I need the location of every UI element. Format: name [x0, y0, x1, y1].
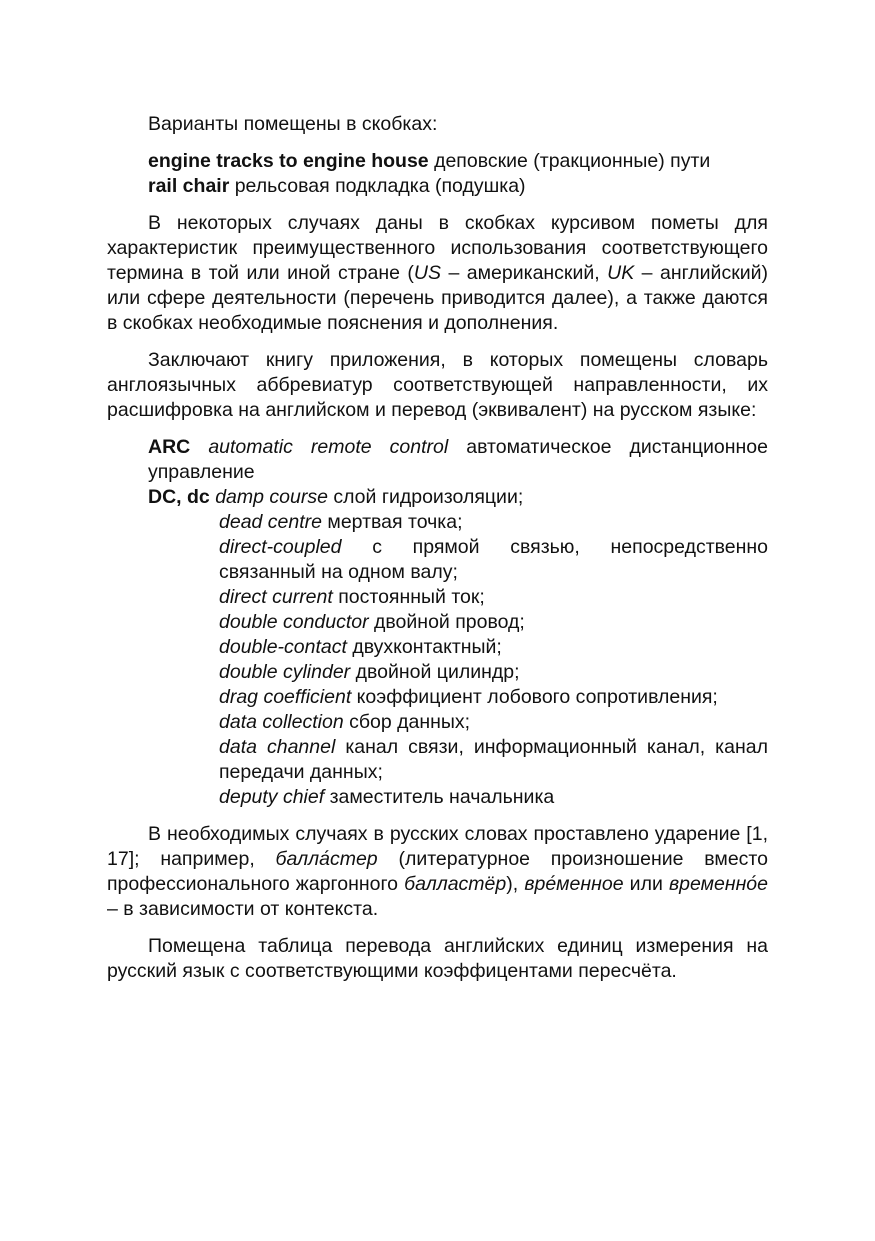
paragraph-usage-labels	[107, 211, 768, 336]
example-engine-tracks	[148, 149, 768, 174]
abbr-entry-arc	[148, 435, 768, 485]
dc-item	[219, 685, 768, 710]
text-run: В необходимых случаях в русских словах проставлено ударение [1, 17]; например,	[107, 823, 768, 870]
abbr-translation: мертвая точка;	[322, 511, 463, 533]
dc-item	[219, 660, 768, 685]
variants-examples	[148, 149, 768, 199]
dc-item	[219, 785, 768, 810]
abbr-expansion: dead centre	[219, 511, 322, 533]
paragraph-variants-intro	[107, 112, 768, 137]
variants-intro-text: Варианты помещены в скобках:	[148, 113, 438, 135]
example-definition: деповские (тракционные) пути	[428, 150, 711, 172]
abbr-translation: постоянный ток;	[332, 586, 485, 608]
abbr-expansion: double cylinder	[219, 661, 351, 683]
abbr-expansion: automatic remote control	[208, 436, 449, 458]
paragraph-appendices	[107, 348, 768, 423]
abbr-entry-dc	[148, 485, 768, 510]
abbr-translation: канал связи, информационный канал, канал передачи данных;	[219, 736, 768, 783]
units-table-text: Помещена таблица перевода английских единиц измерения на русский язык с соответствующими коэффицентами пересчёта.	[107, 935, 768, 982]
dc-item	[219, 510, 768, 535]
abbr-translation: двойной провод;	[368, 611, 525, 633]
text-run: ),	[506, 873, 525, 895]
abbr-translation: двойной цилиндр;	[350, 661, 520, 683]
label-uk: UK	[607, 262, 635, 284]
abbr-translation: с прямой связью, непосредственно связанный на одном валу;	[219, 536, 768, 583]
dc-item	[219, 710, 768, 735]
dc-item	[219, 635, 768, 660]
example-definition: рельсовая подкладка (подушка)	[229, 175, 526, 197]
stress-example: балластёр	[404, 873, 507, 895]
abbr-code: ARC	[148, 436, 191, 458]
dc-item	[219, 585, 768, 610]
abbr-translation: слой гидроизоляции;	[327, 486, 524, 508]
abbr-expansion: deputy chief	[219, 786, 325, 808]
text-run: или	[623, 873, 669, 895]
abbreviation-examples	[148, 435, 768, 810]
abbr-expansion: double conductor	[219, 611, 369, 633]
abbr-expansion: drag coefficient	[219, 686, 352, 708]
text-run: – в зависимости от контекста.	[107, 898, 379, 920]
abbr-translation: двухконтактный;	[346, 636, 502, 658]
abbr-translation: коэффициент лобового сопротивления;	[351, 686, 718, 708]
example-term: engine tracks to engine house	[148, 150, 429, 172]
abbr-expansion: damp course	[215, 486, 328, 508]
dc-item	[219, 610, 768, 635]
dc-item	[219, 535, 768, 585]
example-term: rail chair	[148, 175, 230, 197]
dc-item	[219, 735, 768, 785]
appendices-text: Заключают книгу приложения, в которых помещены словарь англоязычных аббревиатур соответствующей направленности, их расшифровка на английском и перевод (эквивалент) на русском языке:	[107, 349, 768, 421]
abbr-expansion: direct current	[219, 586, 333, 608]
label-us: US	[413, 262, 442, 284]
paragraph-stress-marks	[107, 822, 768, 922]
text-run: – американский,	[441, 262, 608, 284]
text-run: В некоторых случаях даны в скобках курсивом пометы для характеристик преимущественного использования соответствующего термина в той или иной стране (	[107, 212, 768, 284]
text-run: – английский) или сфере деятельности (перечень приводится далее), а также даются в скобках необходимые пояснения и дополнения.	[107, 262, 769, 334]
stress-example: вре́менное	[524, 873, 624, 895]
stress-example: балла́стер	[275, 848, 378, 870]
abbr-expansion: data collection	[219, 711, 344, 733]
abbr-translation: сбор данных;	[343, 711, 471, 733]
abbr-expansion: data channel	[219, 736, 336, 758]
abbr-expansion: double-contact	[219, 636, 347, 658]
abbr-expansion: direct-coupled	[219, 536, 342, 558]
example-rail-chair	[148, 174, 768, 199]
paragraph-units-table	[107, 934, 768, 984]
abbr-code: DC, dc	[148, 486, 210, 508]
abbr-translation: автоматическое дистанционное управление	[148, 436, 768, 483]
text-run: (литературное произношение вместо профессионального жаргонного	[107, 848, 768, 895]
stress-example: временно́е	[668, 873, 768, 895]
abbr-translation: заместитель начальника	[324, 786, 555, 808]
